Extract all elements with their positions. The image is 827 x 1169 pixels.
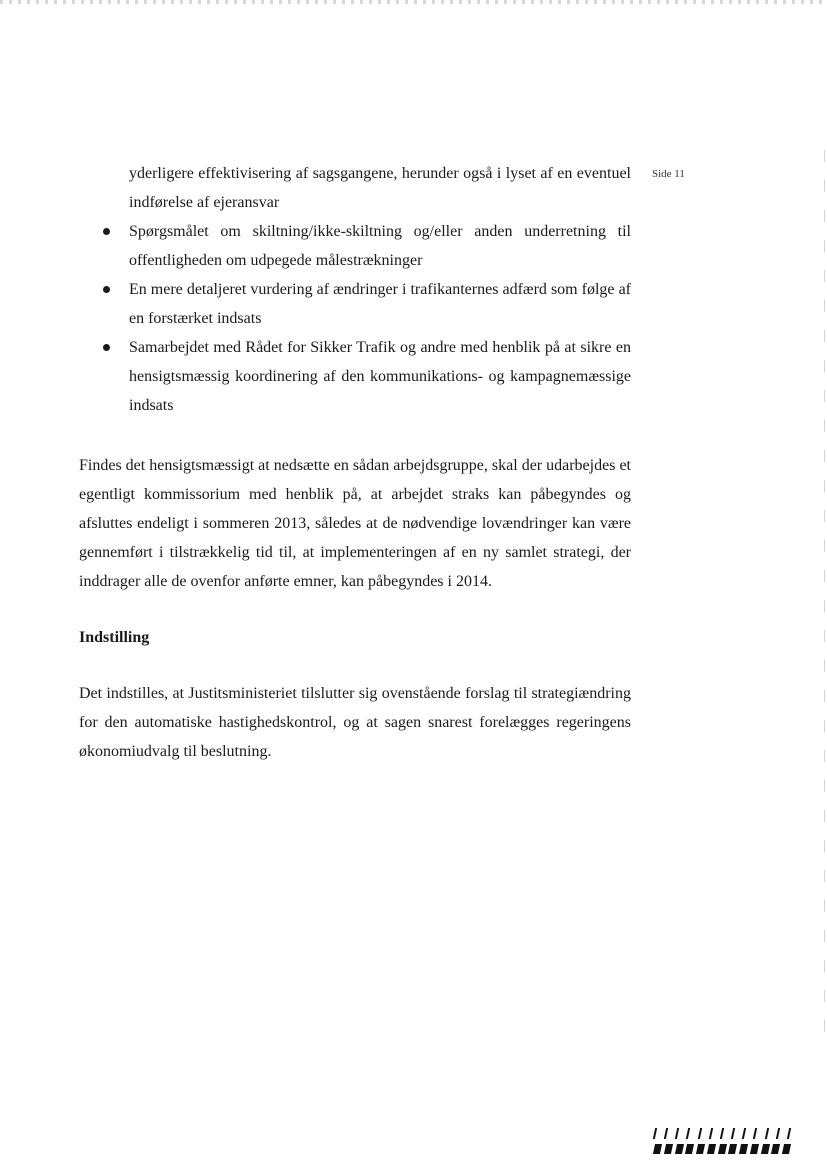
bullet-icon xyxy=(103,228,110,235)
continued-list-item: yderligere effektivisering af sagsgangene, herunder også i lyset af en eventuel indførelse af ejeransvar xyxy=(129,165,631,211)
bullet-list xyxy=(100,217,631,420)
bullet-icon xyxy=(103,286,110,293)
recommendation-paragraph: Det indstilles, at Justitsministeriet tilslutter sig ovenstående forslag til strategiændring for den automatiske hastighedskontrol, og at sagen snarest forelægges regeringens økonomiudvalg til beslutning. xyxy=(79,685,631,760)
bullet-item xyxy=(100,217,631,275)
bullet-text: Samarbejdet med Rådet for Sikker Trafik og andre med henblik på at sikre en hensigtsmæssig koordinering af den kommunikations- og kampagnemæssige indsats xyxy=(129,339,631,414)
section-heading: Indstilling xyxy=(79,629,150,646)
bullet-text: En mere detaljeret vurdering af ændringer i trafikanternes adfærd som følge af en forstærket indsats xyxy=(129,281,631,327)
bullet-text: Spørgsmålet om skiltning/ikke-skiltning og/eller anden underretning til offentligheden om udpegede målestrækninger xyxy=(129,223,631,269)
scan-edge-right xyxy=(824,150,825,1050)
page-number: Side 11 xyxy=(652,168,685,180)
bullet-icon xyxy=(103,344,110,351)
scan-edge-top xyxy=(0,0,827,4)
bullet-item xyxy=(100,333,631,420)
bullet-item xyxy=(100,275,631,333)
body-paragraph: Findes det hensigtsmæssigt at nedsætte en sådan arbejdsgruppe, skal der udarbejdes et egentligt kommissorium med henblik på, at arbejdet straks kan påbegyndes og afsluttes endeligt i sommeren 2013, således at de nødvendige lovændringer kan være gennemført i tilstrækkelig tid til, at implementeringen af en ny samlet strategi, der inddrager alle de ovenfor anførte emner, kan påbegyndes i 2014. xyxy=(79,457,631,590)
barcode-icon xyxy=(654,1128,790,1158)
